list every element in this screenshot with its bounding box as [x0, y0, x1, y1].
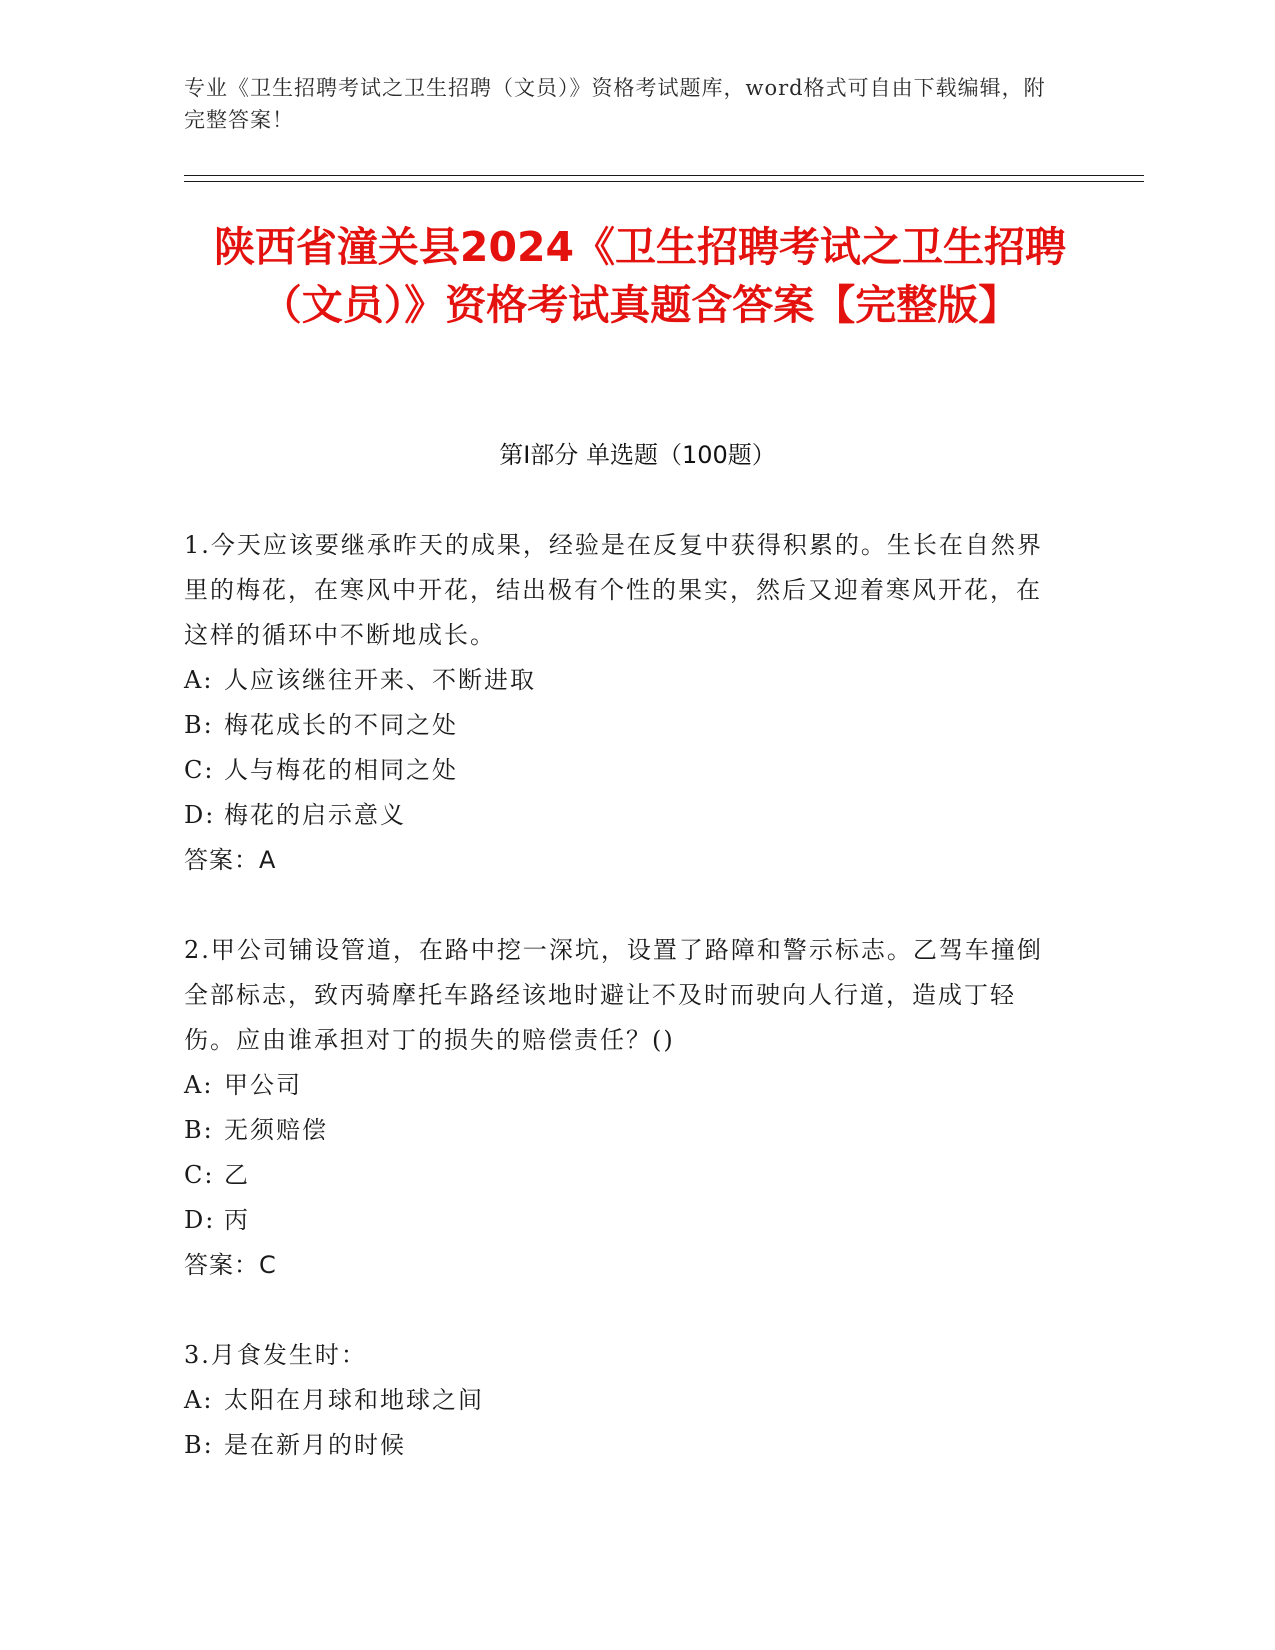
header-divider-top	[184, 175, 1144, 176]
option-text: 太阳在月球和地球之间	[224, 1386, 484, 1414]
question-3	[184, 1333, 1064, 1468]
option-key: B:	[184, 1431, 214, 1459]
option-b	[184, 1423, 1064, 1468]
question-stem: 2.甲公司铺设管道，在路中挖一深坑，设置了路障和警示标志。乙驾车撞倒全部标志，致丙骑摩托车路经该地时避让不及时而驶向人行道，造成丁轻伤。应由谁承担对丁的损失的赔偿责任？()	[184, 936, 1043, 1054]
section-heading: 第I部分 单选题（100题）	[499, 441, 776, 469]
option-text: 乙	[224, 1161, 250, 1189]
question-2	[184, 928, 1064, 1288]
document-title: 陕西省潼关县2024《卫生招聘考试之卫生招聘（文员）》资格考试真题含答案【完整版】	[213, 223, 1067, 329]
option-key: A:	[184, 1071, 214, 1099]
answer-line: 答案：C	[184, 1251, 277, 1279]
option-c	[184, 1153, 1064, 1198]
option-key: A:	[184, 666, 214, 694]
option-text: 是在新月的时候	[224, 1431, 406, 1459]
question-stem: 1.今天应该要继承昨天的成果，经验是在反复中获得积累的。生长在自然界里的梅花，在寒风中开花，结出极有个性的果实，然后又迎着寒风开花，在这样的循环中不断地成长。	[184, 531, 1043, 649]
header-note: 专业《卫生招聘考试之卫生招聘（文员）》资格考试题库，word格式可自由下载编辑，附完整答案！	[184, 76, 1046, 132]
option-key: B:	[184, 711, 214, 739]
option-key: C:	[184, 1161, 215, 1189]
option-key: C:	[184, 756, 215, 784]
option-key: D:	[184, 1206, 216, 1234]
option-a	[184, 658, 1064, 703]
option-text: 梅花成长的不同之处	[224, 711, 458, 739]
answer-line: 答案：A	[184, 846, 277, 874]
option-text: 人应该继往开来、不断进取	[224, 666, 536, 694]
option-b	[184, 1108, 1064, 1153]
option-a	[184, 1378, 1064, 1423]
option-text: 梅花的启示意义	[224, 801, 406, 829]
header-divider-bottom	[184, 181, 1144, 182]
option-text: 丙	[224, 1206, 250, 1234]
option-key: A:	[184, 1386, 214, 1414]
question-stem: 3.月食发生时：	[184, 1341, 367, 1369]
option-b	[184, 703, 1064, 748]
option-d	[184, 1198, 1064, 1243]
option-d	[184, 793, 1064, 838]
option-key: D:	[184, 801, 216, 829]
option-a	[184, 1063, 1064, 1108]
option-text: 人与梅花的相同之处	[224, 756, 458, 784]
question-1	[184, 523, 1064, 883]
question-list	[184, 523, 1064, 1513]
option-text: 无须赔偿	[224, 1116, 328, 1144]
option-c	[184, 748, 1064, 793]
option-text: 甲公司	[224, 1071, 302, 1099]
option-key: B:	[184, 1116, 214, 1144]
